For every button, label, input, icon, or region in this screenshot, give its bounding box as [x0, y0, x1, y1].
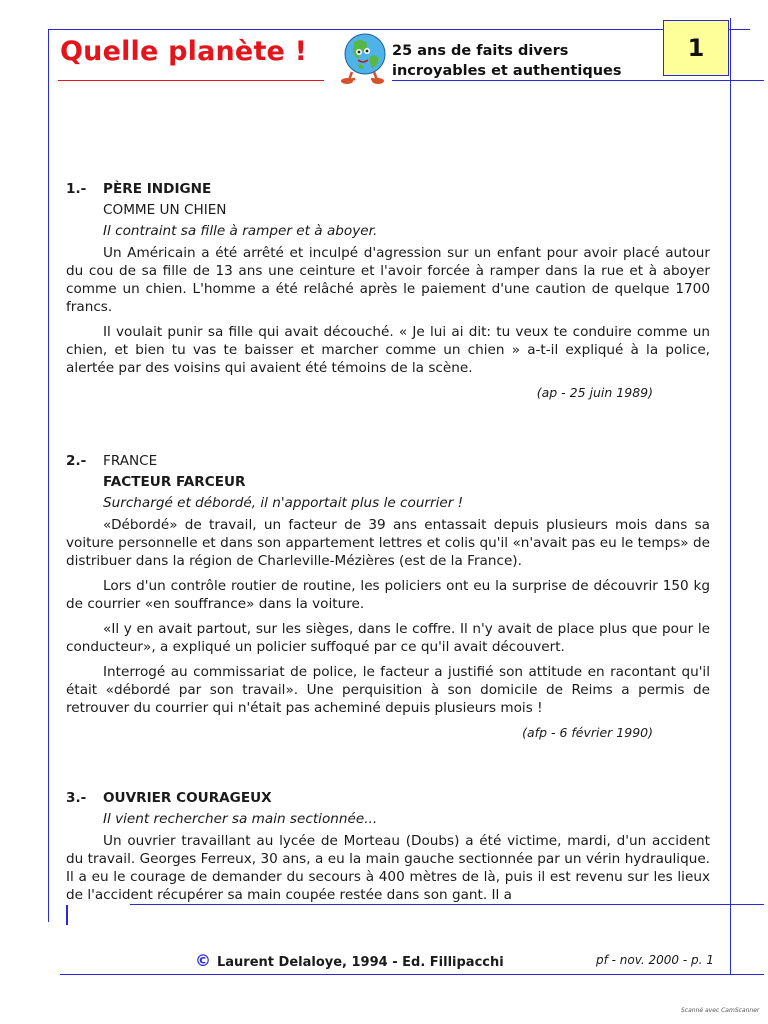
scanner-watermark: Scanné avec CamScanner — [681, 1007, 760, 1014]
article-3-number: 3.- — [66, 790, 87, 806]
title-underline — [58, 80, 324, 81]
article-1-source: (ap - 25 juin 1989) — [536, 385, 653, 400]
page-number: 1 — [687, 34, 705, 62]
globe-mascot-icon — [334, 30, 392, 86]
article-1-head — [66, 180, 710, 201]
text-cursor — [66, 905, 68, 925]
footer-copyright-text: Laurent Delaloye, 1994 - Ed. Fillipacchi — [217, 955, 504, 970]
article-1-lead: Il contraint sa fille à ramper et à aboyer. — [103, 223, 378, 239]
article-2-paragraph: «Il y en avait partout, sur les sièges, dans le coffre. Il n'y avait de place plus que pour le conducteur», a expliqué un policier suffoqué par ce qu'il avait découvert. — [66, 621, 710, 655]
article-1-heading: PÈRE INDIGNE — [103, 181, 212, 197]
article-2-paragraph: Interrogé au commissariat de police, le facteur a justifié son attitude en racontant qu'il était «débordé par son travail». Une perquisition à son domicile de Reims a permis de retrouver du courrier qui n'était pas acheminé depuis plusieurs mois ! — [66, 664, 710, 716]
article-2-paragraph: «Débordé» de travail, un facteur de 39 ans entassait depuis plusieurs mois dans sa voiture personnelle et dans son appartement lettres et colis qu'il «n'avait pas eu le temps» de distribuer dans la région de Charleville-Mézières (est de la France). — [66, 517, 710, 569]
article-3-heading: OUVRIER COURAGEUX — [103, 790, 272, 806]
article-2-heading: FRANCE — [103, 453, 158, 469]
footer-page-info: pf - nov. 2000 - p. 1 — [596, 953, 714, 967]
article-1-subheading: COMME UN CHIEN — [103, 202, 227, 218]
article-2-source: (afp - 6 février 1990) — [522, 725, 653, 740]
copyright-icon: © — [195, 951, 211, 970]
article-2-number: 2.- — [66, 453, 87, 469]
article-2-subheading: FACTEUR FARCEUR — [103, 474, 246, 490]
article-3-head — [66, 789, 710, 810]
subtitle-line-2: incroyables et authentiques — [392, 63, 622, 79]
article-2-lead: Surchargé et débordé, il n'apportait plus le courrier ! — [103, 495, 464, 511]
frame-top-line — [48, 29, 750, 30]
article-1-paragraph: Il voulait punir sa fille qui avait découché. « Je lui ai dit: tu veux te conduire comme un chien, et bien tu vas te baisser et marcher comme un chien » a-t-il expliqué à la police, alertée par des voisins qui avaient été témoins de la scène. — [66, 324, 710, 376]
footer-copyright — [195, 951, 504, 970]
subtitle-line-1: 25 ans de faits divers — [392, 43, 569, 59]
page-subtitle — [392, 41, 622, 81]
page-number-box — [663, 20, 729, 76]
article-3-lead: Il vient rechercher sa main sectionnée... — [103, 811, 378, 827]
article-1-number: 1.- — [66, 181, 87, 197]
article-2-paragraph: Lors d'un contrôle routier de routine, les policiers ont eu la surprise de découvrir 150 kg de courrier «en souffrance» dans la voiture. — [66, 578, 710, 612]
article-2 — [66, 452, 710, 742]
page-title: Quelle planète ! — [60, 36, 308, 67]
article-1-paragraph: Un Américain a été arrêté et inculpé d'agression sur un enfant pour avoir placé autour du cou de sa fille de 13 ans une ceinture et l'avoir forcée à ramper dans la rue et à aboyer comme un chien. L'homme a été relâché après le paiement d'une caution de quelque 1700 francs. — [66, 245, 710, 315]
frame-left-line — [48, 29, 49, 922]
article-1 — [66, 180, 710, 402]
article-3-paragraph: Un ouvrier travaillant au lycée de Morteau (Doubs) a été victime, mardi, d'un accident du travail. Georges Ferreux, 30 ans, a eu la main gauche sectionnée par un vérin hydraulique. Il a eu le courage de demander du secours à 400 mètres de là, puis il est revenu sur les lieux de l'accident récupérer sa main coupée restée dans son gant. Il a — [66, 833, 710, 903]
frame-footer-rule — [60, 974, 764, 975]
frame-right-line — [730, 18, 731, 975]
article-3 — [66, 789, 710, 911]
article-2-head — [66, 452, 710, 473]
